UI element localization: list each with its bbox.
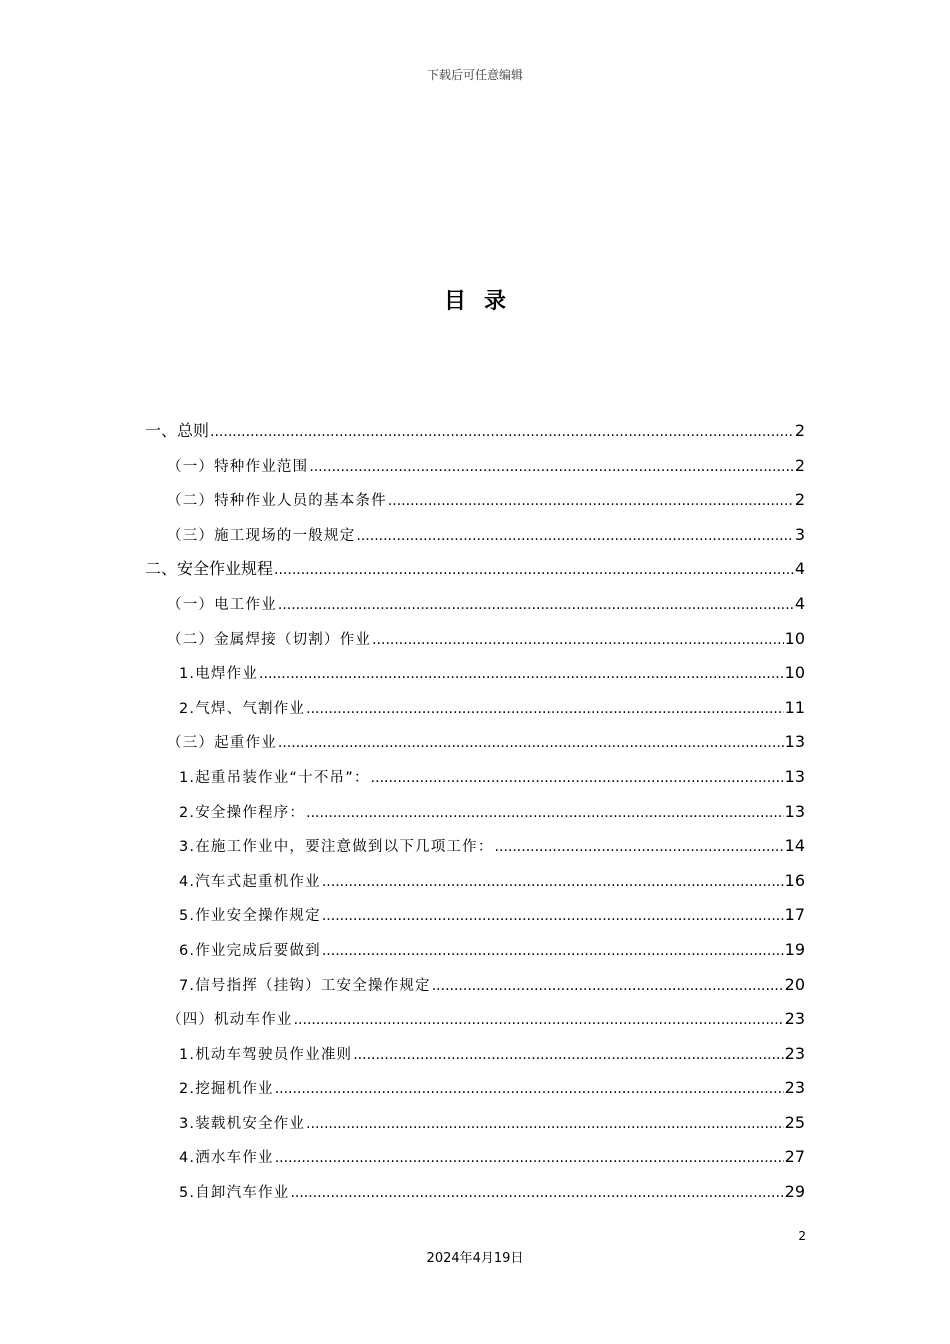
toc-entry-label: 2.安全操作程序： (179, 804, 306, 821)
toc-entry[interactable] (145, 552, 805, 587)
toc-dot-leader (356, 519, 793, 553)
toc-entry-page: 27 (784, 1147, 805, 1167)
toc-dot-leader (278, 588, 794, 622)
toc-entry[interactable] (145, 1002, 805, 1037)
toc-dot-leader (309, 450, 794, 484)
toc-dot-leader (372, 623, 784, 657)
toc-dot-leader (290, 1176, 783, 1210)
toc-entry-page: 13 (784, 766, 805, 786)
toc-entry[interactable] (145, 795, 805, 830)
toc-entry-label: 2.挖掘机作业 (179, 1081, 274, 1098)
toc-dot-leader (306, 692, 784, 726)
toc-entry-page: 3 (794, 524, 805, 544)
toc-entry[interactable] (145, 829, 805, 864)
toc-dot-leader (432, 969, 784, 1003)
toc-entry[interactable] (145, 968, 805, 1003)
toc-entry-page: 25 (784, 1112, 805, 1132)
toc-entry-label: （四）机动车作业 (167, 1012, 293, 1029)
toc-entry[interactable] (145, 1037, 805, 1072)
toc-entry[interactable] (145, 622, 805, 657)
toc-entry-page: 2 (794, 421, 805, 440)
toc-entry-label: 二、安全作业规程 (145, 559, 274, 579)
page-number: 2 (798, 1229, 806, 1243)
toc-entry-label: （一）特种作业范围 (167, 458, 309, 475)
toc-dot-leader (306, 796, 784, 830)
toc-dot-leader (322, 865, 784, 899)
footer-date: 2024年4月19日 (426, 1251, 524, 1266)
toc-entry[interactable] (145, 518, 805, 553)
toc-entry-page: 10 (784, 628, 805, 648)
toc-dot-leader (278, 726, 784, 760)
toc-dot-leader (306, 1107, 784, 1141)
toc-entry-page: 19 (784, 939, 805, 959)
toc-entry-page: 13 (784, 732, 805, 752)
toc-entry-page: 29 (784, 1182, 805, 1202)
toc-entry-label: 5.作业安全操作规定 (179, 908, 321, 925)
header-note: 下载后可任意编辑 (426, 68, 523, 82)
toc-entry[interactable] (145, 1175, 805, 1210)
toc-entry[interactable] (145, 587, 805, 622)
toc-entry-label: 1.电焊作业 (179, 666, 259, 683)
toc-entry-label: 一、总则 (145, 421, 210, 440)
toc-entry-label: 5.自卸汽车作业 (179, 1185, 290, 1202)
toc-entry-page: 16 (784, 870, 805, 890)
toc-dot-leader (353, 1038, 783, 1072)
toc-entry[interactable] (145, 483, 805, 518)
toc-entry-page: 17 (784, 905, 805, 925)
toc-entry-page: 23 (784, 1043, 805, 1063)
toc-entry-label: 1.机动车驾驶员作业准则 (179, 1046, 353, 1063)
toc-entry[interactable] (145, 1106, 805, 1141)
toc-dot-leader (259, 657, 784, 691)
toc-entry-page: 4 (794, 559, 805, 579)
toc-dot-leader (275, 1141, 784, 1175)
toc-dot-leader (294, 1003, 784, 1037)
toc-entry-page: 14 (784, 836, 805, 856)
toc-entry-label: 6.作业完成后要做到 (179, 942, 321, 959)
toc-dot-leader (495, 830, 784, 864)
toc-dot-leader (210, 415, 794, 449)
toc-entry-label: 4.洒水车作业 (179, 1150, 274, 1167)
toc-entry-page: 13 (784, 801, 805, 821)
toc-entry-page: 2 (794, 455, 805, 475)
toc-entry-page: 23 (784, 1078, 805, 1098)
toc-entry[interactable] (145, 656, 805, 691)
toc-entry-label: （三）施工现场的一般规定 (167, 527, 356, 544)
toc-entry-page: 11 (784, 697, 805, 717)
toc-entry[interactable] (145, 760, 805, 795)
toc-entry-label: （一）电工作业 (167, 596, 277, 613)
table-of-contents (145, 414, 805, 1210)
toc-entry-page: 20 (784, 974, 805, 994)
toc-entry-page: 10 (784, 663, 805, 683)
toc-entry-label: （三）起重作业 (167, 735, 277, 752)
toc-entry[interactable] (145, 898, 805, 933)
toc-entry-page: 4 (794, 593, 805, 613)
toc-entry[interactable] (145, 1140, 805, 1175)
toc-dot-leader (275, 1072, 784, 1106)
toc-entry-label: （二）金属焊接（切割）作业 (167, 631, 372, 648)
toc-entry[interactable] (145, 864, 805, 899)
page-title: 目录 (443, 289, 524, 314)
toc-entry-label: 7.信号指挥（挂钩）工安全操作规定 (179, 977, 431, 994)
toc-entry-page: 2 (794, 490, 805, 510)
toc-entry-page: 23 (784, 1009, 805, 1029)
toc-entry-label: （二）特种作业人员的基本条件 (167, 493, 387, 510)
toc-dot-leader (322, 899, 784, 933)
toc-entry-label: 3.装载机安全作业 (179, 1115, 306, 1132)
toc-entry[interactable] (145, 449, 805, 484)
toc-entry-label: 4.汽车式起重机作业 (179, 873, 321, 890)
toc-entry[interactable] (145, 414, 805, 449)
toc-entry-label: 3.在施工作业中，要注意做到以下几项工作： (179, 839, 494, 856)
toc-entry[interactable] (145, 725, 805, 760)
toc-entry[interactable] (145, 933, 805, 968)
toc-dot-leader (274, 553, 794, 587)
toc-dot-leader (388, 484, 794, 518)
toc-entry[interactable] (145, 1071, 805, 1106)
toc-entry-label: 1.起重吊装作业“十不吊”： (179, 769, 370, 786)
toc-dot-leader (322, 934, 784, 968)
toc-dot-leader (371, 761, 784, 795)
toc-entry-label: 2.气焊、气割作业 (179, 700, 306, 717)
toc-entry[interactable] (145, 691, 805, 726)
